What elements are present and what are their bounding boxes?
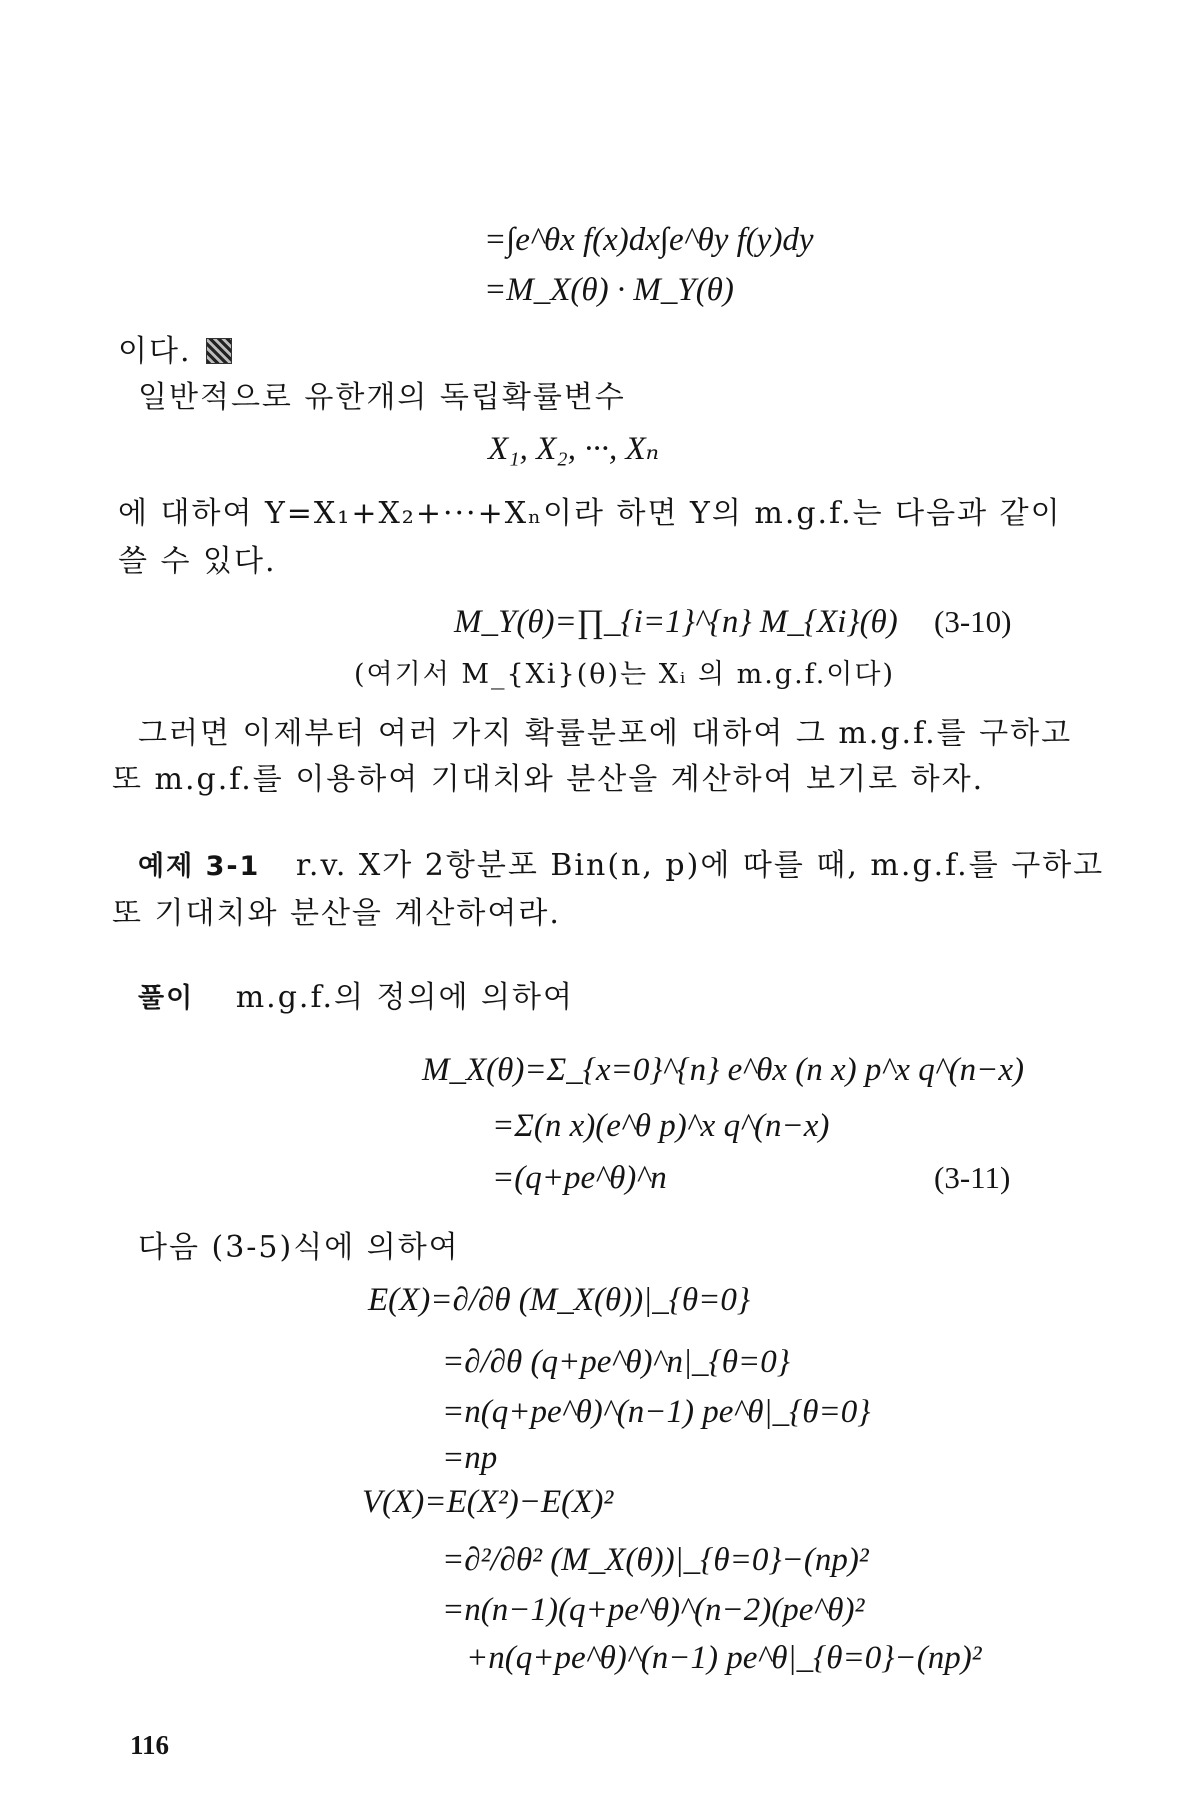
page-number: 116	[130, 1730, 170, 1760]
text-line: 쓸 수 있다.	[118, 544, 277, 579]
equation-line: M_X(θ)=Σ_{x=0}^{n} e^θx (n x) p^x q^(n−x)	[422, 1052, 1025, 1088]
equation-line: V(X)=E(X²)−E(X)²	[362, 1484, 614, 1520]
example-line	[138, 840, 1104, 884]
equation-line: =np	[442, 1440, 498, 1476]
solution-line	[138, 972, 574, 1016]
equation-line: =M_X(θ) · M_Y(θ)	[484, 272, 734, 308]
text-line: 또 기대치와 분산을 계산하여라.	[112, 896, 561, 931]
example-label: 예제 3-1	[138, 851, 261, 882]
end-sentence: 이다.	[118, 334, 192, 369]
solution-text: m.g.f.의 정의에 의하여	[235, 980, 574, 1015]
text-line: 또 m.g.f.를 이용하여 기대치와 분산을 계산하여 보기로 하자.	[112, 762, 985, 797]
text-line: 일반적으로 유한개의 독립확률변수	[138, 380, 626, 415]
equation-line: +n(q+pe^θ)^(n−1) pe^θ|_{θ=0}−(np)²	[466, 1640, 982, 1676]
equation-number: (3-11)	[934, 1160, 1011, 1195]
equation-number: (3-10)	[934, 604, 1012, 639]
note-line: (여기서 M_{Xi}(θ)는 Xᵢ 의 m.g.f.이다)	[354, 659, 895, 690]
equation-line: =n(q+pe^θ)^(n−1) pe^θ|_{θ=0}	[442, 1394, 871, 1430]
example-text: r.v. X가 2항분포 Bin(n, p)에 따를 때, m.g.f.를 구하고	[295, 848, 1105, 883]
equation-line: E(X)=∂/∂θ (M_X(θ))|_{θ=0}	[368, 1282, 751, 1318]
text-line: 그러면 이제부터 여러 가지 확률분포에 대하여 그 m.g.f.를 구하고	[138, 716, 1073, 751]
equation-line: =n(n−1)(q+pe^θ)^(n−2)(pe^θ)²	[442, 1592, 865, 1628]
equation-line: =∫e^θx f(x)dx∫e^θy f(y)dy	[484, 222, 814, 258]
qed-mark-icon	[206, 338, 232, 364]
equation-line: =(q+pe^θ)^n	[492, 1160, 667, 1196]
equation-line: =∂²/∂θ² (M_X(θ))|_{θ=0}−(np)²	[442, 1542, 869, 1578]
text-line	[118, 326, 232, 370]
text-line: 다음 (3-5)식에 의하여	[138, 1230, 460, 1265]
equation-line: M_Y(θ)=∏_{i=1}^{n} M_{Xi}(θ)	[454, 604, 898, 640]
equation-line: =∂/∂θ (q+pe^θ)^n|_{θ=0}	[442, 1344, 790, 1380]
text-line: 에 대하여 Y=X₁+X₂+···+Xₙ이라 하면 Y의 m.g.f.는 다음과 같이	[118, 496, 1062, 531]
equation-line: =Σ(n x)(e^θ p)^x q^(n−x)	[492, 1108, 830, 1144]
solution-label: 풀이	[138, 983, 195, 1014]
equation-line: X₁, X₂, ···, Xₙ	[488, 431, 660, 467]
